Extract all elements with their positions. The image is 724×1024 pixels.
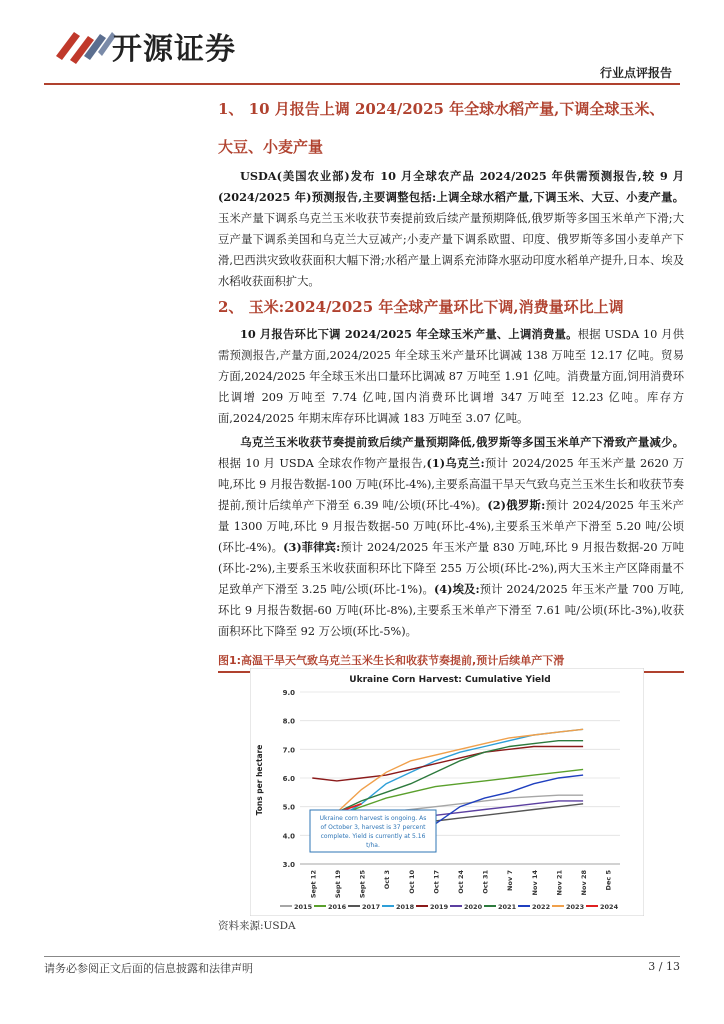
section1-lead: USDA(美国农业部)发布 10 月全球农产品 2024/2025 年供需预测报告,较 9 月(2024/2025 年)预测报告,主要调整包括:上调全球水稻产量,下调玉米、大豆、小麦产量。 (218, 169, 684, 204)
chart-title: Ukraine Corn Harvest: Cumulative Yield (349, 675, 551, 685)
chart-annotation-box (310, 810, 436, 852)
section2-p2-intro: 根据 10 月 USDA 全球农作物产量报告, (218, 457, 427, 470)
y-tick-label: 3.0 (282, 861, 295, 869)
x-tick-label: Oct 3 (383, 870, 392, 890)
page-number: 3 / 13 (648, 960, 680, 973)
legend-label: 2023 (566, 903, 585, 911)
section2-title: 2、 玉米:2024/2025 年全球产量环比下调,消费量环比上调 (218, 298, 624, 316)
x-tick-label: Oct 31 (481, 870, 490, 894)
figure-source: 资料来源:USDA (218, 920, 296, 932)
egypt-text: 预计 2024/2025 年玉米产量 700 万吨,环比 9 月报告数据-60 万吨(环比-8%),主要系玉米单产下滑至 7.61 吨/公顷(环比-3%),收获面积环比下降至 92 万公顷(环比-5%)。 (218, 583, 684, 638)
legend-label: 2015 (294, 903, 313, 911)
philippines-label: (3)菲律宾: (283, 540, 341, 554)
ukraine-corn-yield-chart (250, 668, 644, 916)
footer-divider (44, 956, 680, 957)
legend-label: 2019 (430, 903, 449, 911)
y-tick-label: 5.0 (282, 803, 295, 812)
brand-name: 开源证券 (112, 32, 236, 67)
figure-caption: 图1:高温干旱天气致乌克兰玉米生长和收获节奏提前,预计后续单产下滑 (218, 652, 684, 673)
section1-body: 玉米产量下调系乌克兰玉米收获节奏提前致后续产量预期降低,俄罗斯等多国玉米单产下滑;大豆产量下调系美国和乌克兰大豆减产;小麦产量下调系欧盟、印度、俄罗斯等多国小麦单产下滑,巴西洪灾致收获面积大幅下滑;水稻产量上调系充沛降水驱动印度水稻单产提升,日本、埃及水稻收获面积扩大。 (218, 212, 684, 288)
legend-label: 2024 (600, 903, 619, 911)
section1-title-line1: 1、 10 月报告上调 2024/2025 年全球水稻产量,下调全球玉米、 (218, 100, 665, 118)
legend-label: 2017 (362, 903, 381, 911)
section1-paragraph (218, 166, 684, 292)
russia-text: 预计 2024/2025 年玉米产量 1300 万吨,环比 9 月报告数据-50 万吨(环比-4%),主要系玉米单产下滑至 5.20 吨/公顷(环比-4%)。 (218, 499, 684, 554)
ukraine-text: 预计 2024/2025 年玉米产量 2620 万吨,环比 9 月报告数据-100 万吨(环比-4%),主要系高温干旱天气致乌克兰玉米生长和收获节奏提前,预计后续单产下滑至 6.39 吨/公顷(环比-4%)。 (218, 457, 684, 512)
x-tick-label: Sept 19 (333, 870, 342, 899)
section2-paragraph2 (218, 432, 684, 642)
russia-label: (2)俄罗斯: (487, 498, 546, 512)
legend-label: 2016 (328, 903, 347, 911)
chart-y-axis-label: Tons per hectare (255, 744, 264, 816)
ukraine-label: (1)乌克兰: (426, 456, 485, 470)
egypt-label: (4)埃及: (433, 582, 480, 596)
section1-title-line2: 大豆、小麦产量 (218, 138, 324, 156)
x-tick-label: Dec 5 (604, 870, 613, 891)
philippines-text: 预计 2024/2025 年玉米产量 830 万吨,环比 9 月报告数据-20 万吨(环比-2%),主要系玉米收获面积环比下降至 255 万公顷(环比-2%),两大玉米主产区降雨量不足致单产下滑至 3.25 吨/公顷(环比-1%)。 (218, 541, 684, 596)
y-tick-label: 7.0 (282, 746, 295, 755)
x-tick-label: Oct 24 (457, 870, 465, 894)
y-tick-label: 8.0 (282, 717, 295, 726)
section2-p1-body: 根据 USDA 10 月供需预测报告,产量方面,2024/2025 年全球玉米产量环比调减 138 万吨至 12.17 亿吨。贸易方面,2024/2025 年全球玉米出口量环比调减 87 万吨至 1.91 亿吨。消费量方面,饲用消费环比调增 209 万吨至 7.74 亿吨,国内消费环比调增 347 万吨至 12.23 亿吨。库存方面,2024/2025 年期末库存环比调减 183 万吨至 3.07 亿吨。 (218, 328, 684, 425)
chart-annotation: Ukraine corn harvest is ongoing. As of October 3, harvest is 37 percent complete. Yield is currently at 5.16 t/ha. (319, 815, 427, 849)
report-type-label: 行业点评报告 (599, 66, 672, 80)
legend-label: 2020 (464, 903, 483, 911)
legend-label: 2022 (532, 903, 551, 911)
y-tick-label: 4.0 (282, 832, 295, 841)
legend-label: 2018 (396, 903, 415, 911)
footer-disclaimer: 请务必参阅正文后面的信息披露和法律声明 (44, 962, 253, 975)
x-tick-label: Nov 14 (530, 870, 539, 896)
x-tick-label: Sept 12 (309, 870, 318, 899)
x-tick-label: Oct 10 (407, 870, 416, 894)
section2-p1-lead: 10 月报告环比下调 2024/2025 年全球玉米产量、上调消费量。 (240, 327, 578, 341)
y-tick-label: 6.0 (282, 775, 295, 783)
x-tick-label: Oct 17 (432, 870, 441, 894)
y-tick-label: 9.0 (282, 689, 295, 697)
legend-label: 2021 (498, 903, 517, 911)
section2-paragraph1 (218, 324, 684, 429)
x-tick-label: Nov 21 (555, 870, 564, 896)
x-tick-label: Nov 28 (580, 870, 589, 896)
section2-p2-lead: 乌克兰玉米收获节奏提前致后续产量预期降低,俄罗斯等多国玉米单产下滑致产量减少。 (240, 435, 684, 449)
x-tick-label: Sept 25 (358, 870, 367, 899)
x-tick-label: Nov 7 (506, 870, 515, 891)
header-divider (44, 83, 680, 85)
